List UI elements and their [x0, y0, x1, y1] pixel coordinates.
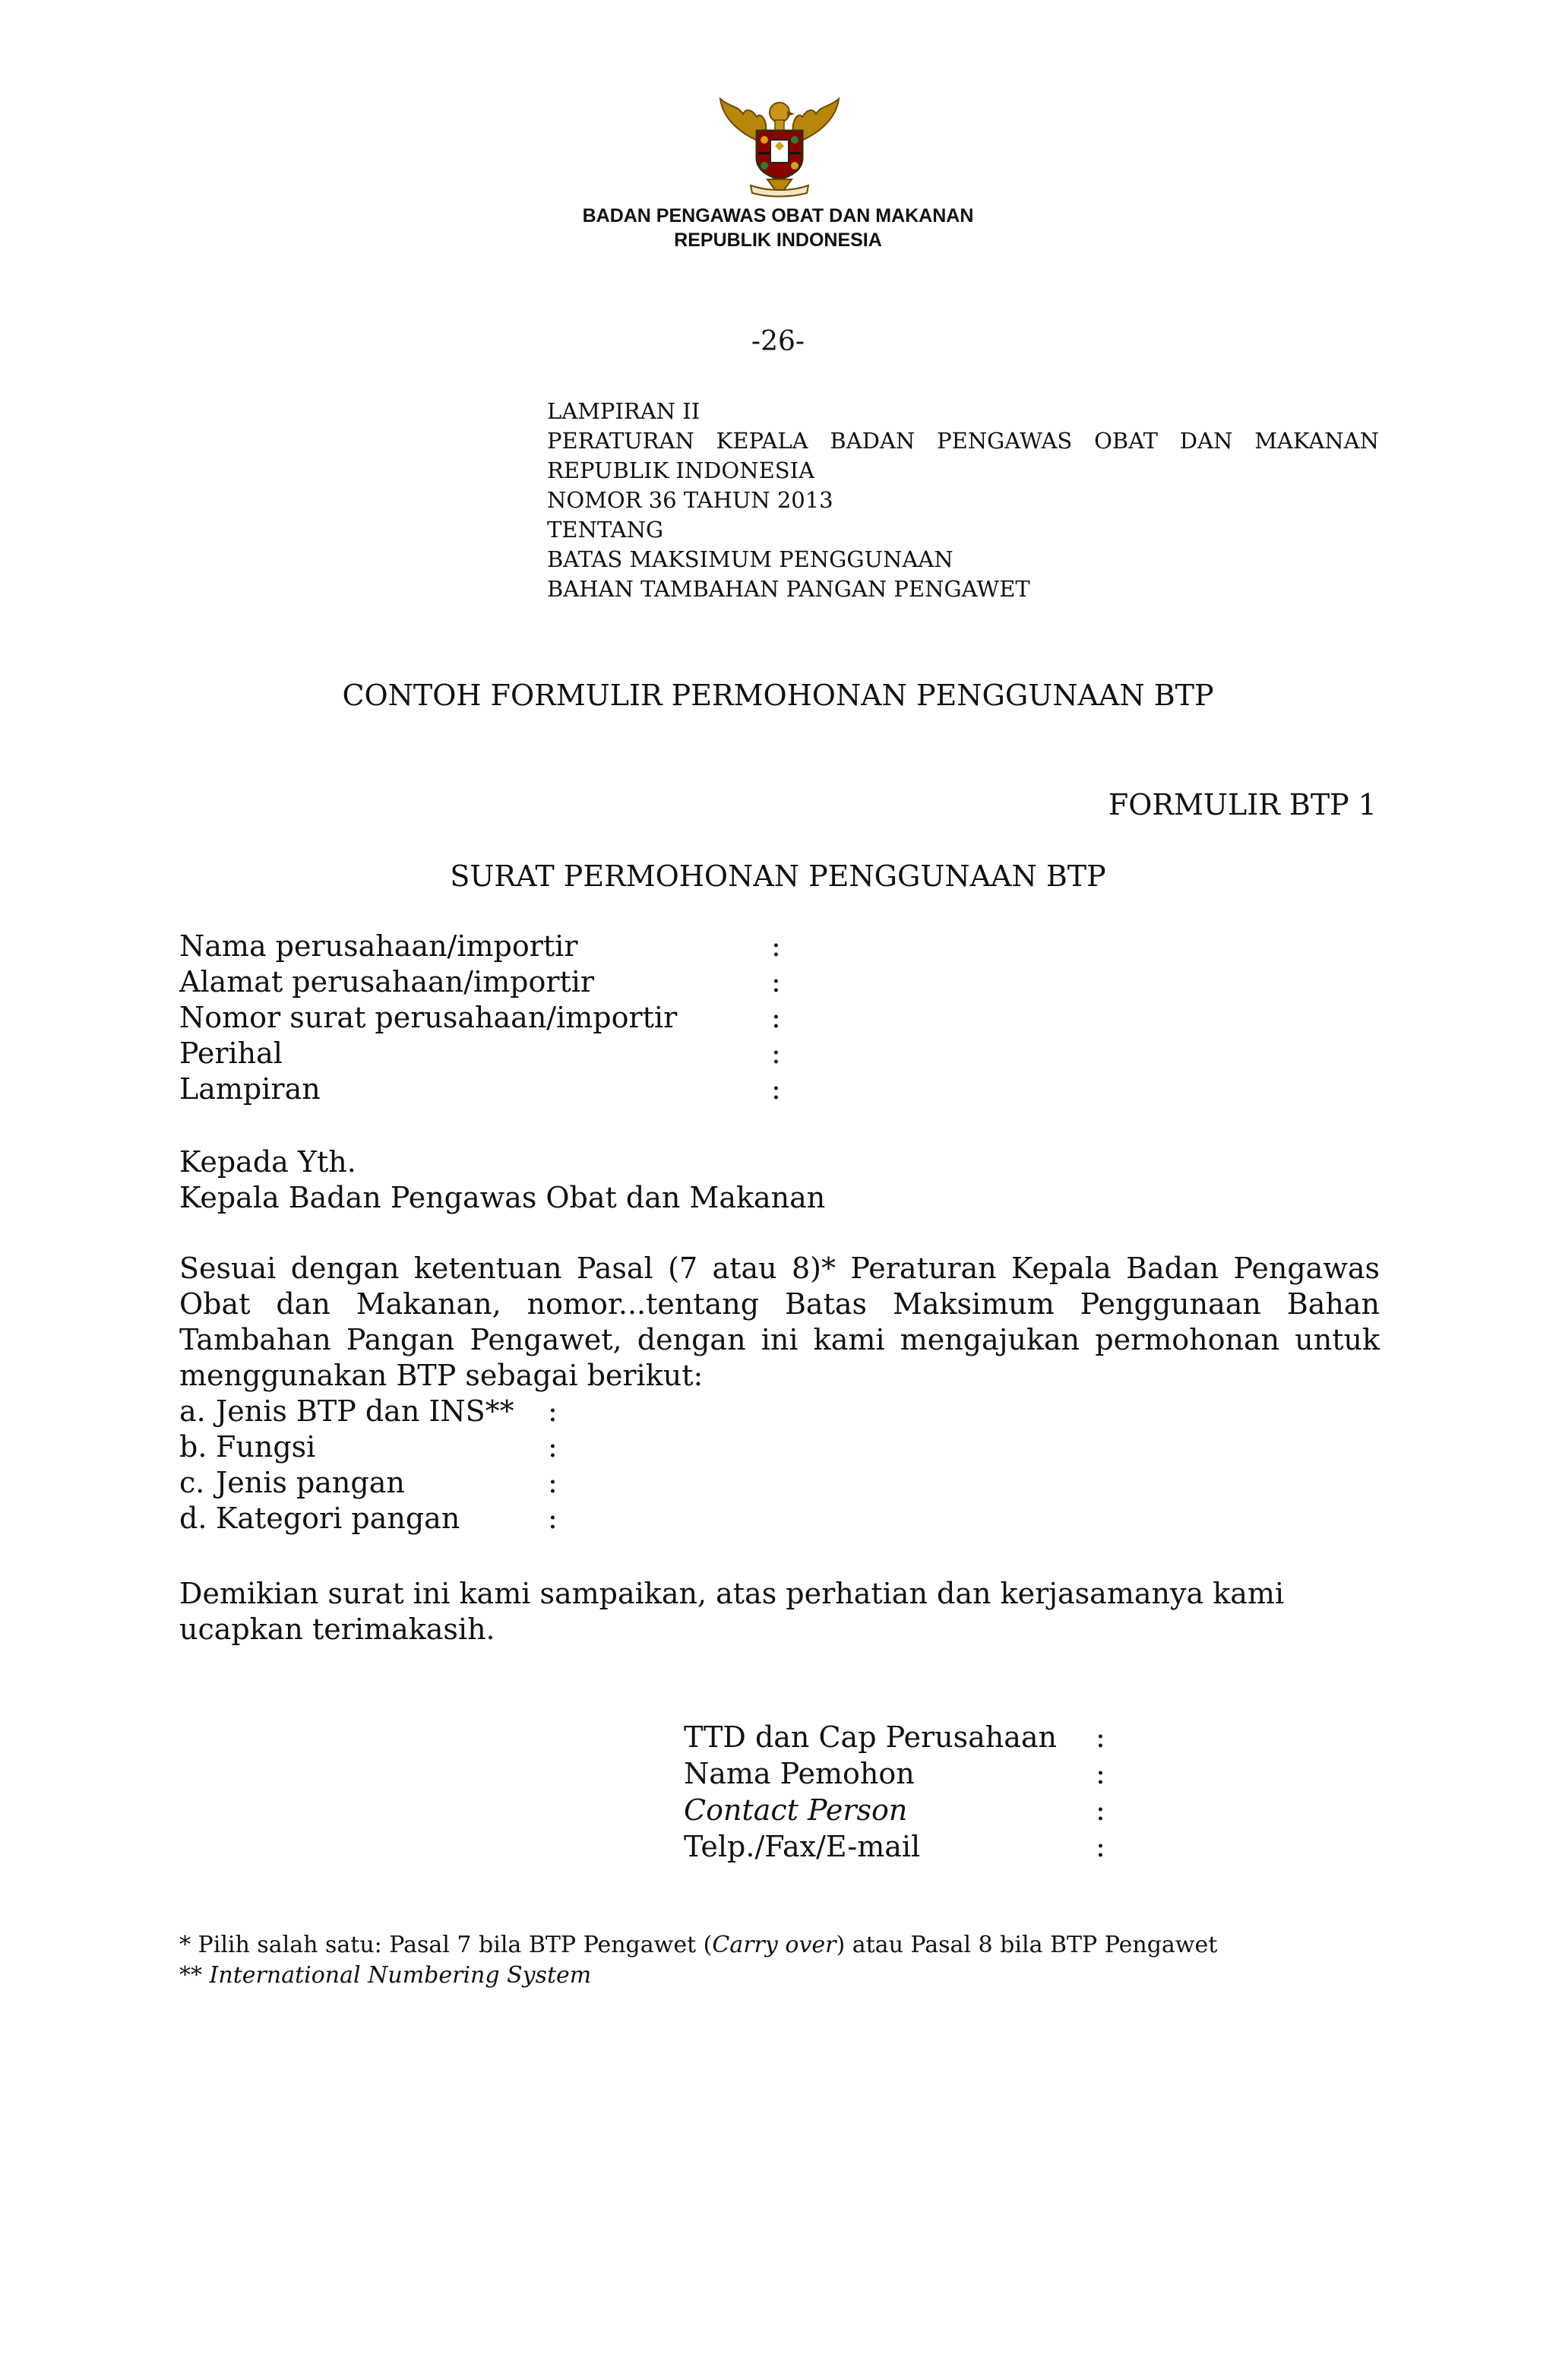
signature-row	[684, 1755, 1118, 1792]
field-label: Lampiran	[179, 1072, 321, 1106]
item-colon: :	[548, 1430, 558, 1464]
field-colon: :	[771, 1037, 781, 1070]
attachment-line: LAMPIRAN II	[547, 398, 701, 424]
field-colon: :	[771, 965, 781, 999]
signature-label: Contact Person	[684, 1793, 908, 1827]
request-item	[179, 1394, 571, 1429]
footnotes	[179, 1930, 1217, 1991]
garuda-emblem-icon	[714, 91, 845, 205]
applicant-fields	[179, 929, 1395, 1107]
addressee-salutation: Kepada Yth.	[179, 1145, 356, 1179]
footnote-1-italic: Carry over	[712, 1932, 837, 1958]
request-items	[179, 1394, 571, 1537]
addressee-recipient: Kepala Badan Pengawas Obat dan Makanan	[179, 1181, 826, 1214]
footnote-1	[179, 1930, 1217, 1961]
field-row	[179, 929, 1395, 964]
item-label: Kategori pangan	[216, 1502, 460, 1535]
signature-colon: :	[1096, 1830, 1105, 1863]
item-colon: :	[548, 1502, 558, 1535]
field-row	[179, 964, 1395, 1000]
attachment-line: BAHAN TAMBAHAN PANGAN PENGAWET	[547, 576, 1030, 602]
field-colon: :	[771, 1072, 781, 1106]
signature-colon: :	[1096, 1720, 1105, 1754]
agency-name: BADAN PENGAWAS OBAT DAN MAKANAN	[582, 205, 974, 226]
attachment-line: NOMOR 36 TAHUN 2013	[547, 487, 833, 513]
attachment-line: PERATURAN KEPALA BADAN PENGAWAS OBAT DAN MAKANAN	[547, 428, 1379, 454]
signature-block	[684, 1719, 1118, 1865]
letter-title: SURAT PERMOHONAN PENGGUNAAN BTP	[450, 859, 1106, 893]
item-letter: a.	[179, 1394, 206, 1428]
closing-paragraph: Demikian surat ini kami sampaikan, atas perhatian dan kerjasamanya kami ucapkan terimakasih.	[179, 1577, 1285, 1646]
item-label: Jenis BTP dan INS**	[216, 1394, 514, 1428]
signature-row	[684, 1719, 1118, 1755]
attachment-reference-block	[547, 397, 1379, 604]
item-label: Jenis pangan	[216, 1466, 405, 1499]
signature-colon: :	[1096, 1793, 1105, 1827]
field-row	[179, 1036, 1395, 1071]
document-title: CONTOH FORMULIR PERMOHONAN PENGGUNAAN BTP	[342, 679, 1214, 712]
field-row	[179, 1071, 1395, 1107]
footnote-1-suffix: ) atau Pasal 8 bila BTP Pengawet	[836, 1932, 1218, 1958]
signature-row	[684, 1792, 1118, 1828]
field-label: Nama perusahaan/importir	[179, 929, 578, 963]
signature-label: Nama Pemohon	[684, 1757, 915, 1790]
item-colon: :	[548, 1394, 558, 1428]
page-number: -26-	[751, 326, 805, 357]
item-letter: b.	[179, 1430, 207, 1464]
signature-row	[684, 1828, 1118, 1865]
agency-country: REPUBLIK INDONESIA	[674, 229, 882, 251]
signature-label: Telp./Fax/E-mail	[684, 1830, 921, 1863]
request-item	[179, 1429, 571, 1465]
field-label: Perihal	[179, 1037, 283, 1070]
form-code: FORMULIR BTP 1	[1108, 788, 1377, 821]
request-item	[179, 1501, 571, 1537]
attachment-line: REPUBLIK INDONESIA	[547, 457, 815, 483]
request-item	[179, 1465, 571, 1501]
footnote-2-italic: International Numbering System	[209, 1962, 592, 1989]
field-colon: :	[771, 929, 781, 963]
item-colon: :	[548, 1466, 558, 1499]
item-letter: c.	[179, 1466, 205, 1499]
addressee-block	[179, 1144, 825, 1216]
item-letter: d.	[179, 1502, 207, 1535]
footnote-1-prefix: * Pilih salah satu: Pasal 7 bila BTP Pengawet (	[179, 1932, 713, 1958]
attachment-line: BATAS MAKSIMUM PENGGUNAAN	[547, 546, 954, 572]
field-label: Alamat perusahaan/importir	[179, 965, 595, 999]
attachment-line: TENTANG	[547, 517, 664, 543]
footnote-2	[179, 1961, 1217, 1991]
field-row	[179, 1000, 1395, 1036]
signature-label: TTD dan Cap Perusahaan	[684, 1720, 1058, 1754]
field-colon: :	[771, 1001, 781, 1034]
footnote-2-prefix: **	[179, 1962, 210, 1989]
field-label: Nomor surat perusahaan/importir	[179, 1001, 678, 1034]
body-paragraph: Sesuai dengan ketentuan Pasal (7 atau 8)* Peraturan Kepala Badan Pengawas Obat dan Makanan, nomor...tentang Batas Maksimum Penggunaan Bahan Tambahan Pangan Pengawet, dengan ini kami mengajukan permohonan untuk menggunakan BTP sebagai berikut:	[179, 1252, 1380, 1392]
signature-colon: :	[1096, 1757, 1105, 1790]
item-label: Fungsi	[216, 1430, 316, 1464]
